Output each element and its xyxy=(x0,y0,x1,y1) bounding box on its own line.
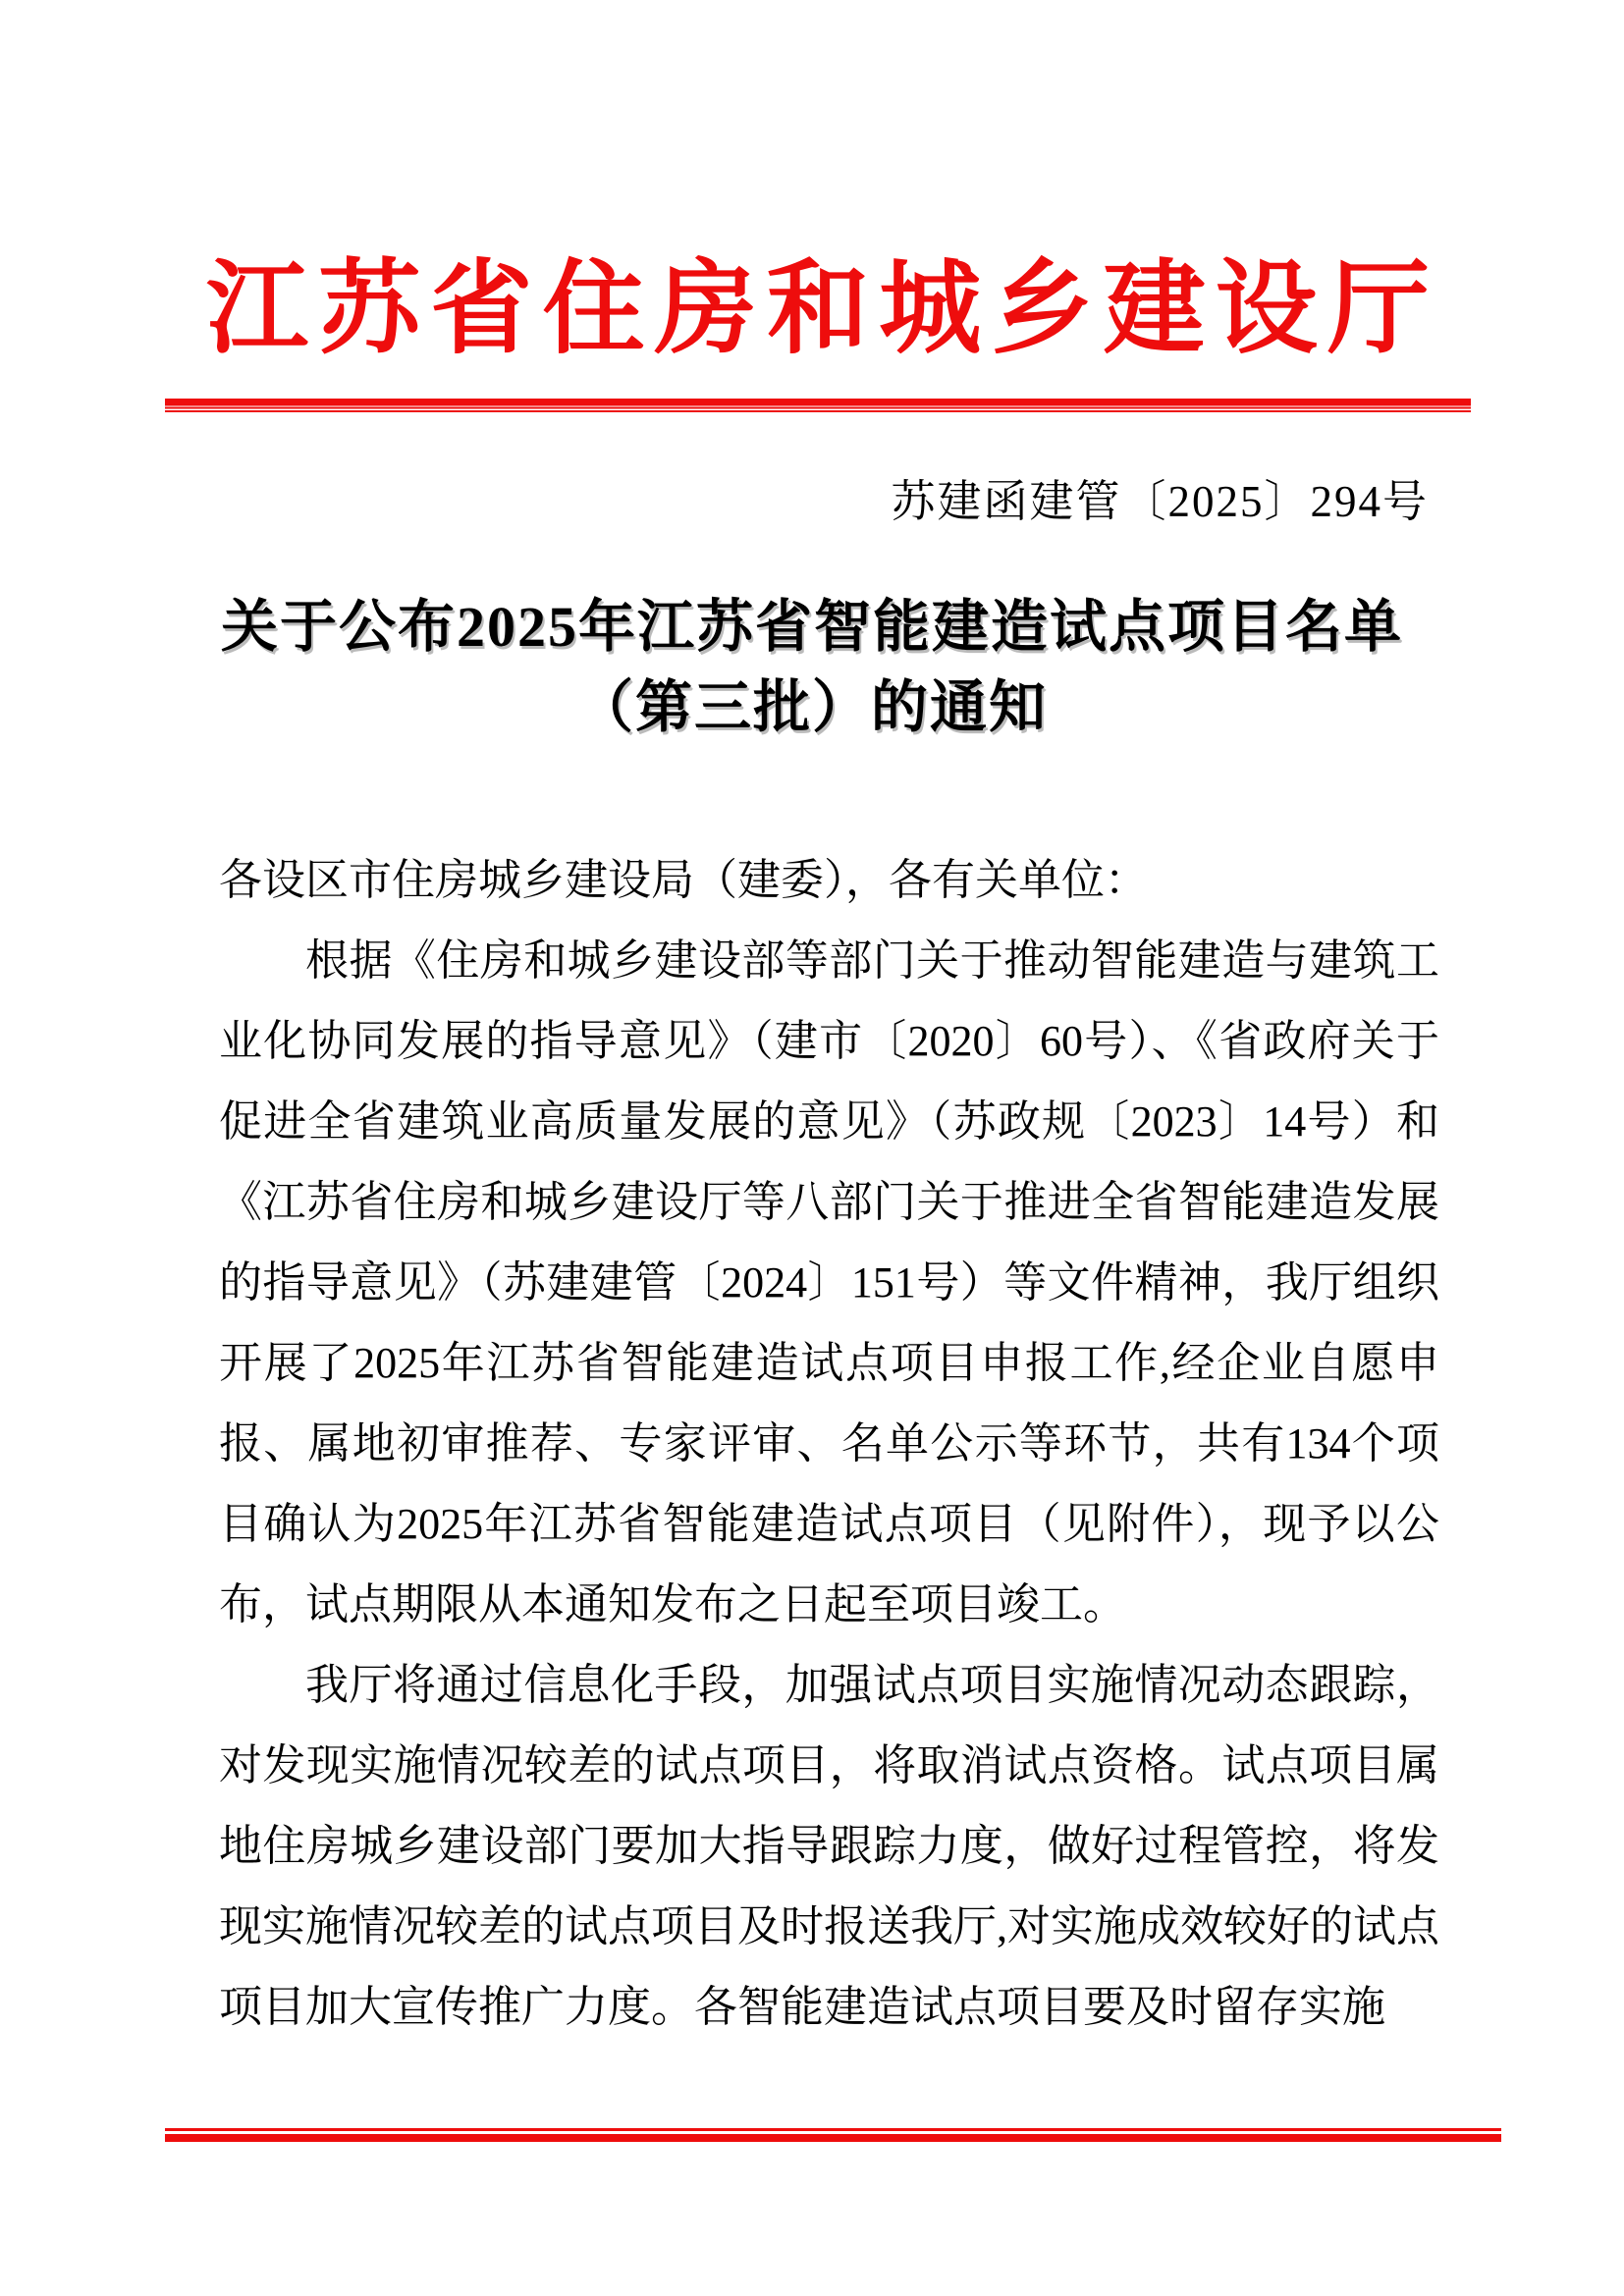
paragraph-supervision-requirements: 我厅将通过信息化手段，加强试点项目实施情况动态跟踪，对发现实施情况较差的试点项目，将取消试点资格。试点项目属地住房城乡建设部门要加大指导跟踪力度，做好过程管控，将发现实施情况较差的试点项目及时报送我厅,对实施成效较好的试点项目加大宣传推广力度。各智能建造试点项目要及时留存实施 xyxy=(219,1661,1439,2031)
document-number: 苏建函建管〔2025〕294号 xyxy=(891,477,1429,526)
footer-rule-thin-line xyxy=(165,2128,1501,2131)
letterhead-agency-name: 江苏省住房和城乡建设厅 xyxy=(206,253,1430,366)
salutation-line: 各设区市住房城乡建设局（建委），各有关单位： xyxy=(219,856,1148,904)
footer-rule xyxy=(165,2128,1501,2142)
notice-title-line-2: （第三批）的通知 xyxy=(575,675,1048,739)
notice-title xyxy=(159,587,1465,748)
notice-body xyxy=(219,840,1439,2048)
letterhead-rule xyxy=(165,399,1471,412)
paragraph-basis-and-list: 根据《住房和城乡建设部等部门关于推动智能建造与建筑工业化协同发展的指导意见》（建市〔2020〕60号）、《省政府关于促进全省建筑业高质量发展的意见》（苏政规〔2023〕14号）和《江苏省住房和城乡建设厅等八部门关于推进全省智能建造发展的指导意见》（苏建建管〔2024〕151号）等文件精神，我厅组织开展了2025年江苏省智能建造试点项目申报工作,经企业自愿申报、属地初审推荐、专家评审、名单公示等环节，共有134个项目确认为2025年江苏省智能建造试点项目（见附件），现予以公布，试点期限从本通知发布之日起至项目竣工。 xyxy=(219,936,1439,1629)
footer-rule-thick-line xyxy=(165,2134,1501,2142)
notice-title-line-1: 关于公布2025年江苏省智能建造试点项目名单 xyxy=(220,595,1403,659)
